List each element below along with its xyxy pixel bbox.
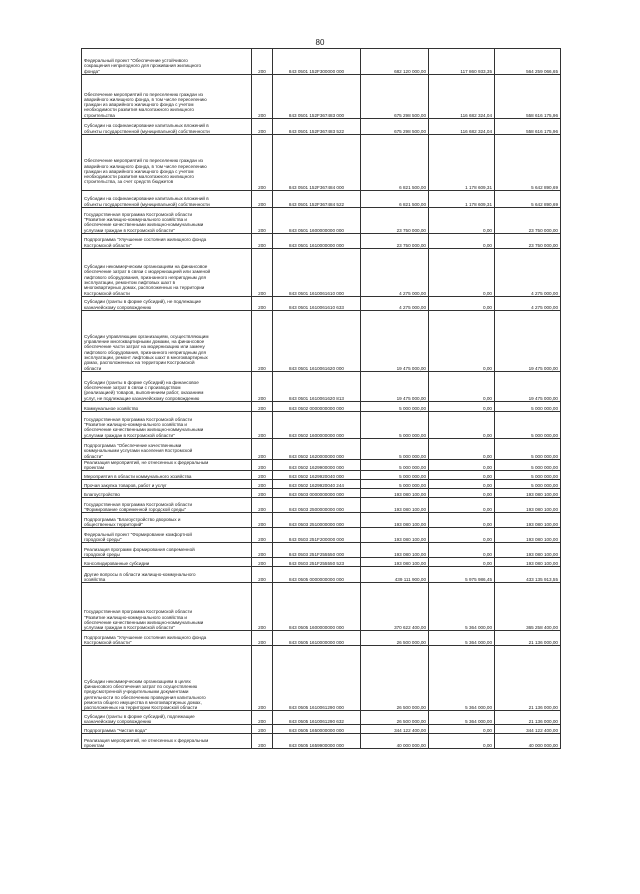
row-classification-code: 843 0501 1610061620 813 xyxy=(273,371,361,401)
row-executed-amount: 0,00 xyxy=(429,725,495,734)
row-approved-amount: 675 298 500,00 xyxy=(361,119,429,135)
row-classification-code: 843 0501 1610061620 000 xyxy=(273,310,361,371)
table-row xyxy=(82,310,561,371)
row-executed-amount: 0,00 xyxy=(429,498,495,513)
table-row xyxy=(82,75,561,119)
row-description: Другие вопросы в области жилищно-коммунального хозяйства xyxy=(82,567,252,583)
row-description: Реализация мероприятий, не отнесенных к федеральным проектам xyxy=(82,459,252,471)
row-remaining-amount: 23 750 000,00 xyxy=(495,233,561,248)
table-row xyxy=(82,583,561,631)
row-classification-code: 843 0503 2500000000 000 xyxy=(273,498,361,513)
row-description: Подпрограмма "Благоустройство дворовых и общественных территорий" xyxy=(82,513,252,528)
row-executed-amount: 5 364 000,00 xyxy=(429,646,495,711)
row-description: Реализация мероприятий, не отнесенных к федеральным проектам xyxy=(82,734,252,749)
row-code: 200 xyxy=(252,191,273,208)
row-approved-amount: 193 080 100,00 xyxy=(361,498,429,513)
row-executed-amount: 0,00 xyxy=(429,471,495,480)
row-code: 200 xyxy=(252,233,273,248)
table-row xyxy=(82,296,561,310)
row-remaining-amount: 5 000 000,00 xyxy=(495,438,561,459)
row-classification-code: 843 0505 1600000000 000 xyxy=(273,583,361,631)
row-remaining-amount: 5 000 000,00 xyxy=(495,411,561,438)
row-classification-code: 843 0501 1610061610 633 xyxy=(273,296,361,310)
row-code: 200 xyxy=(252,438,273,459)
row-code: 200 xyxy=(252,310,273,371)
row-executed-amount: 0,00 xyxy=(429,480,495,489)
row-description: Подпрограмма "Улучшение состояния жилищного фонда Костромской области" xyxy=(82,631,252,646)
row-executed-amount: 0,00 xyxy=(429,459,495,471)
row-description: Подпрограмма "Обеспечение качественными коммунальными услугами населения Костромской области" xyxy=(82,438,252,459)
row-remaining-amount: 558 616 175,96 xyxy=(495,119,561,135)
table-row xyxy=(82,711,561,725)
row-classification-code: 843 0502 1620000000 000 xyxy=(273,438,361,459)
row-code: 200 xyxy=(252,528,273,543)
row-code: 200 xyxy=(252,734,273,749)
row-code: 200 xyxy=(252,513,273,528)
row-description: Подпрограмма "Чистая вода" xyxy=(82,725,252,734)
row-code: 200 xyxy=(252,49,273,75)
row-classification-code: 843 0505 0000000000 000 xyxy=(273,567,361,583)
row-code: 200 xyxy=(252,248,273,296)
row-executed-amount: 0,00 xyxy=(429,207,495,233)
table-row xyxy=(82,401,561,411)
row-code: 200 xyxy=(252,296,273,310)
row-executed-amount: 116 682 324,04 xyxy=(429,119,495,135)
row-executed-amount: 0,00 xyxy=(429,438,495,459)
row-code: 200 xyxy=(252,75,273,119)
table-row xyxy=(82,207,561,233)
table-row xyxy=(82,371,561,401)
row-code: 200 xyxy=(252,567,273,583)
row-approved-amount: 26 500 000,00 xyxy=(361,711,429,725)
row-code: 200 xyxy=(252,489,273,498)
table-row xyxy=(82,725,561,734)
row-code: 200 xyxy=(252,207,273,233)
row-remaining-amount: 5 000 000,00 xyxy=(495,480,561,489)
row-executed-amount: 0,00 xyxy=(429,233,495,248)
page-number: 80 xyxy=(315,38,325,47)
row-remaining-amount: 558 616 175,96 xyxy=(495,75,561,119)
table-row xyxy=(82,233,561,248)
row-remaining-amount: 344 122 400,00 xyxy=(495,725,561,734)
row-executed-amount: 0,00 xyxy=(429,489,495,498)
row-code: 200 xyxy=(252,725,273,734)
row-classification-code: 843 0505 1610000000 000 xyxy=(273,631,361,646)
row-executed-amount: 0,00 xyxy=(429,513,495,528)
row-approved-amount: 4 275 000,00 xyxy=(361,296,429,310)
row-approved-amount: 5 000 000,00 xyxy=(361,438,429,459)
row-code: 200 xyxy=(252,543,273,558)
row-description: Федеральный проект "Обеспечение устойчивого сокращения непригодного для проживания жилищного фонда" xyxy=(82,49,252,75)
row-remaining-amount: 564 259 066,65 xyxy=(495,49,561,75)
row-executed-amount: 117 860 933,35 xyxy=(429,49,495,75)
row-classification-code: 843 0501 1600000000 000 xyxy=(273,207,361,233)
row-approved-amount: 4 275 000,00 xyxy=(361,248,429,296)
budget-table xyxy=(81,48,561,749)
row-executed-amount: 0,00 xyxy=(429,734,495,749)
row-approved-amount: 682 120 000,00 xyxy=(361,49,429,75)
row-classification-code: 843 0503 251F200000 000 xyxy=(273,528,361,543)
row-description: Благоустройство xyxy=(82,489,252,498)
row-remaining-amount: 365 258 400,00 xyxy=(495,583,561,631)
row-remaining-amount: 19 475 000,00 xyxy=(495,310,561,371)
row-approved-amount: 40 000 000,00 xyxy=(361,734,429,749)
table-row xyxy=(82,567,561,583)
row-classification-code: 843 0502 1600000000 000 xyxy=(273,411,361,438)
row-code: 200 xyxy=(252,371,273,401)
row-description: Субсидии управляющим организациям, осуществляющим управление многоквартирными домами, на финансовое обеспечение части затрат на модернизацию или замену лифтового оборудования, признанного непригодным для эксплуатации, ремонт лифтовых шахт в многоквартирных домах, расположенных на территории Костромской области xyxy=(82,310,252,371)
row-description: Субсидии (гранты в форме субсидий), не подлежащие казначейскому сопровождению xyxy=(82,296,252,310)
row-description: Субсидии на софинансирование капитальных вложений в объекты государственной (муниципальной) собственности xyxy=(82,119,252,135)
row-executed-amount: 0,00 xyxy=(429,296,495,310)
row-classification-code: 843 0505 1610061290 000 xyxy=(273,646,361,711)
row-remaining-amount: 5 000 000,00 xyxy=(495,471,561,480)
row-code: 200 xyxy=(252,135,273,191)
row-classification-code: 843 0505 1659900000 000 xyxy=(273,734,361,749)
table-row xyxy=(82,646,561,711)
row-approved-amount: 19 475 000,00 xyxy=(361,310,429,371)
row-code: 200 xyxy=(252,471,273,480)
row-description: Государственная программа Костромской области "Развитие жилищно-коммунального хозяйства и обеспечение качественными жилищно-коммунальными услугами граждан в Костромской области" xyxy=(82,207,252,233)
row-code: 200 xyxy=(252,401,273,411)
table-row xyxy=(82,543,561,558)
row-executed-amount: 0,00 xyxy=(429,310,495,371)
row-approved-amount: 193 080 100,00 xyxy=(361,489,429,498)
row-remaining-amount: 4 275 000,00 xyxy=(495,248,561,296)
row-code: 200 xyxy=(252,498,273,513)
row-description: Обеспечение мероприятий по переселению граждан из аварийного жилищного фонда, в том числе переселению граждан из аварийного жилищного фонда с учетом необходимости развития малоэтажного жилищного строительства, за счет средств бюджетов xyxy=(82,135,252,191)
row-remaining-amount: 433 135 913,55 xyxy=(495,567,561,583)
table-row xyxy=(82,438,561,459)
row-approved-amount: 370 622 400,00 xyxy=(361,583,429,631)
row-remaining-amount: 193 080 100,00 xyxy=(495,558,561,567)
row-approved-amount: 6 821 500,00 xyxy=(361,191,429,208)
row-approved-amount: 193 080 100,00 xyxy=(361,513,429,528)
row-approved-amount: 193 080 100,00 xyxy=(361,543,429,558)
row-classification-code: 843 0503 0000000000 000 xyxy=(273,489,361,498)
row-executed-amount: 0,00 xyxy=(429,248,495,296)
row-code: 200 xyxy=(252,411,273,438)
row-approved-amount: 5 000 000,00 xyxy=(361,411,429,438)
row-remaining-amount: 19 475 000,00 xyxy=(495,371,561,401)
row-classification-code: 843 0505 1610061290 632 xyxy=(273,711,361,725)
row-classification-code: 843 0501 1610000000 000 xyxy=(273,233,361,248)
row-code: 200 xyxy=(252,119,273,135)
row-remaining-amount: 193 080 100,00 xyxy=(495,489,561,498)
row-approved-amount: 23 750 000,00 xyxy=(361,207,429,233)
table-row xyxy=(82,734,561,749)
row-description: Федеральный проект "Формирование комфортной городской среды" xyxy=(82,528,252,543)
table-row xyxy=(82,471,561,480)
row-executed-amount: 0,00 xyxy=(429,401,495,411)
table-row xyxy=(82,191,561,208)
row-description: Государственная программа Костромской области "Формирование современной городской среды" xyxy=(82,498,252,513)
row-code: 200 xyxy=(252,558,273,567)
table-row xyxy=(82,119,561,135)
row-classification-code: 843 0501 152F367483 000 xyxy=(273,75,361,119)
row-classification-code: 843 0501 152F300000 000 xyxy=(273,49,361,75)
table-row xyxy=(82,49,561,75)
row-classification-code: 843 0503 2510000000 000 xyxy=(273,513,361,528)
row-classification-code: 843 0502 1629920040 000 xyxy=(273,471,361,480)
row-remaining-amount: 193 080 100,00 xyxy=(495,513,561,528)
table-row xyxy=(82,498,561,513)
row-description: Подпрограмма "Улучшение состояния жилищного фонда Костромской области" xyxy=(82,233,252,248)
row-description: Субсидии на софинансирование капитальных вложений в объекты государственной (муниципальной) собственности xyxy=(82,191,252,208)
row-approved-amount: 23 750 000,00 xyxy=(361,233,429,248)
row-classification-code: 843 0502 1629900000 000 xyxy=(273,459,361,471)
row-remaining-amount: 5 642 890,69 xyxy=(495,135,561,191)
row-description: Мероприятия в области коммунального хозяйства xyxy=(82,471,252,480)
table-row xyxy=(82,248,561,296)
row-description: Государственная программа Костромской области "Развитие жилищно-коммунального хозяйства и обеспечение качественными жилищно-коммунальными услугами граждан в Костромской области" xyxy=(82,411,252,438)
row-approved-amount: 26 500 000,00 xyxy=(361,631,429,646)
row-approved-amount: 6 821 500,00 xyxy=(361,135,429,191)
row-approved-amount: 19 475 000,00 xyxy=(361,371,429,401)
table-row xyxy=(82,631,561,646)
row-code: 200 xyxy=(252,480,273,489)
table-row xyxy=(82,411,561,438)
row-description: Субсидии некоммерческим организациям в целях финансового обеспечения затрат по осуществлению предусмотренной учредительными документами деятельности по обеспечению проведения капитального ремонта общего имущества в многоквартирных домах, расположенных на территории Костромской области xyxy=(82,646,252,711)
row-approved-amount: 675 298 500,00 xyxy=(361,75,429,119)
row-remaining-amount: 5 642 890,69 xyxy=(495,191,561,208)
row-code: 200 xyxy=(252,646,273,711)
row-executed-amount: 5 364 000,00 xyxy=(429,583,495,631)
row-classification-code: 843 0503 251F255550 000 xyxy=(273,543,361,558)
row-remaining-amount: 5 000 000,00 xyxy=(495,401,561,411)
row-executed-amount: 5 975 986,45 xyxy=(429,567,495,583)
row-executed-amount: 5 364 000,00 xyxy=(429,711,495,725)
row-classification-code: 843 0503 251F255550 523 xyxy=(273,558,361,567)
row-remaining-amount: 4 275 000,00 xyxy=(495,296,561,310)
row-remaining-amount: 21 136 000,00 xyxy=(495,711,561,725)
row-approved-amount: 5 000 000,00 xyxy=(361,459,429,471)
row-executed-amount: 0,00 xyxy=(429,543,495,558)
row-executed-amount: 116 682 324,04 xyxy=(429,75,495,119)
row-description: Консолидированные субсидии xyxy=(82,558,252,567)
row-executed-amount: 5 364 000,00 xyxy=(429,631,495,646)
row-remaining-amount: 193 080 100,00 xyxy=(495,543,561,558)
row-approved-amount: 344 122 400,00 xyxy=(361,725,429,734)
row-remaining-amount: 23 750 000,00 xyxy=(495,207,561,233)
row-description: Коммунальное хозяйство xyxy=(82,401,252,411)
row-approved-amount: 193 080 100,00 xyxy=(361,528,429,543)
row-classification-code: 843 0502 0000000000 000 xyxy=(273,401,361,411)
row-description: Субсидии (гранты в форме субсидий) на финансовое обеспечение затрат в связи с производством (реализацией) товаров, выполнением работ, оказанием услуг, не подлежащие казначейскому сопровождению xyxy=(82,371,252,401)
row-approved-amount: 5 000 000,00 xyxy=(361,480,429,489)
row-description: Обеспечение мероприятий по переселению граждан из аварийного жилищного фонда, в том числе переселению граждан из аварийного жилищного фонда с учетом необходимости развития малоэтажного жилищного строительства xyxy=(82,75,252,119)
row-code: 200 xyxy=(252,459,273,471)
row-remaining-amount: 193 080 100,00 xyxy=(495,498,561,513)
row-executed-amount: 0,00 xyxy=(429,411,495,438)
row-description: Субсидии некоммерческим организациям на финансовое обеспечение затрат в связи с модернизацией или заменой лифтового оборудования, признанного непригодным для эксплуатации, ремонтом лифтовых шахт в многоквартирных домах, расположенных на территории Костромской области xyxy=(82,248,252,296)
row-code: 200 xyxy=(252,583,273,631)
row-code: 200 xyxy=(252,711,273,725)
row-classification-code: 843 0501 1610061610 000 xyxy=(273,248,361,296)
table-row xyxy=(82,459,561,471)
row-executed-amount: 0,00 xyxy=(429,558,495,567)
row-description: Реализация программ формирования современной городской среды xyxy=(82,543,252,558)
row-remaining-amount: 40 000 000,00 xyxy=(495,734,561,749)
row-remaining-amount: 21 136 000,00 xyxy=(495,646,561,711)
table-row xyxy=(82,513,561,528)
row-approved-amount: 5 000 000,00 xyxy=(361,471,429,480)
row-approved-amount: 439 111 900,00 xyxy=(361,567,429,583)
row-description: Государственная программа Костромской области "Развитие жилищно-коммунального хозяйства и обеспечение качественными жилищно-коммунальными услугами граждан в Костромской области" xyxy=(82,583,252,631)
row-remaining-amount: 193 080 100,00 xyxy=(495,528,561,543)
row-classification-code: 843 0501 152F367484 522 xyxy=(273,191,361,208)
row-approved-amount: 5 000 000,00 xyxy=(361,401,429,411)
row-executed-amount: 1 178 609,31 xyxy=(429,135,495,191)
row-classification-code: 843 0501 152F367483 522 xyxy=(273,119,361,135)
row-approved-amount: 193 080 100,00 xyxy=(361,558,429,567)
row-classification-code: 843 0502 1629920040 244 xyxy=(273,480,361,489)
row-executed-amount: 0,00 xyxy=(429,528,495,543)
row-remaining-amount: 5 000 000,00 xyxy=(495,459,561,471)
row-remaining-amount: 21 136 000,00 xyxy=(495,631,561,646)
table-row xyxy=(82,135,561,191)
row-description: Прочая закупка товаров, работ и услуг xyxy=(82,480,252,489)
table-row xyxy=(82,528,561,543)
row-classification-code: 843 0505 1650000000 000 xyxy=(273,725,361,734)
row-executed-amount: 1 178 609,31 xyxy=(429,191,495,208)
row-code: 200 xyxy=(252,631,273,646)
table-row xyxy=(82,480,561,489)
row-approved-amount: 26 500 000,00 xyxy=(361,646,429,711)
table-row xyxy=(82,489,561,498)
row-description: Субсидии (гранты в форме субсидий), подлежащие казначейскому сопровождению xyxy=(82,711,252,725)
table-row xyxy=(82,558,561,567)
row-executed-amount: 0,00 xyxy=(429,371,495,401)
row-classification-code: 843 0501 152F367484 000 xyxy=(273,135,361,191)
